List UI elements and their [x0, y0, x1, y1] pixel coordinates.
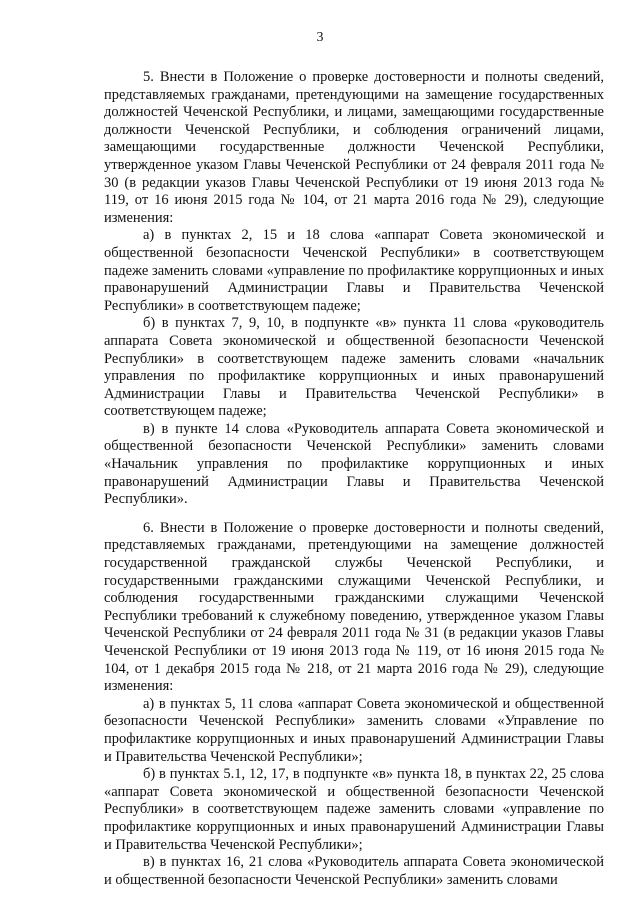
paragraph-5v: в) в пункте 14 слова «Руководитель аппарата Совета экономической и общественной безопасности Чеченской Республики» заменить словами «Начальник управления по профилактике коррупционных и иных правонарушений Администрации Главы и Правительства Чеченской Республики». — [104, 420, 604, 508]
paragraph-6a: а) в пунктах 5, 11 слова «аппарат Совета экономической и общественной безопасности Чеченской Республики» заменить словами «Управление по профилактике коррупционных и иных правонарушений Администрации Главы и Правительства Чеченской Республики»; — [104, 695, 604, 765]
paragraph-5a: а) в пунктах 2, 15 и 18 слова «аппарат Совета экономической и общественной безопасности Чеченской Республики» в соответствующем падеже заменить словами «управление по профилактике коррупционных и иных правонарушений Администрации Главы и Правительства Чеченской Республики» в соответствующем падеже; — [104, 227, 604, 314]
paragraph-6b: б) в пунктах 5.1, 12, 17, в подпункте «в» пункта 18, в пунктах 22, 25 слова «аппарат Совета экономической и общественной безопасности Чеченской Республики» в соответствующем падеже заменить словами «управление по профилактике коррупционных и иных правонарушений Администрации Главы и Правительства Чеченской Республики»; — [104, 766, 604, 853]
paragraph-6-intro: 6. Внести в Положение о проверке достоверности и полноты сведений, представляемых гражданами, претендующими на замещение должностей государственной гражданской службы Чеченской Республики, и государственными гражданскими служащими Чеченской Республики, и соблюдения государственными гражданскими служащими Чеченской Республики требований к служебному поведению, утвержденное указом Главы Чеченской Республики от 24 февраля 2011 года № 31 (в редакции указов Главы Чеченской Республики от 19 июня 2013 года № 119, от 16 июня 2015 года № 104, от 1 декабря 2015 года № 218, от 21 марта 2016 года № 29), следующие изменения: — [104, 519, 604, 695]
paragraph-6v: в) в пунктах 16, 21 слова «Руководитель аппарата Совета экономической и общественной безопасности Чеченской Республики» заменить словами — [104, 854, 604, 888]
paragraph-5b: б) в пунктах 7, 9, 10, в подпункте «в» пункта 11 слова «руководитель аппарата Совета экономической и общественной безопасности Чеченской Республики» в соответствующем падеже заменить словами «начальник управления по профилактике коррупционных и иных правонарушений Администрации Главы и Правительства Чеченской Республики» в соответствующем падеже; — [104, 315, 604, 420]
paragraph-5-intro: 5. Внести в Положение о проверке достоверности и полноты сведений, представляемых гражданами, претендующими на замещение государственных должностей Чеченской Республики, и лицами, замещающими государственные должности Чеченской Республики, и соблюдения ограничений лицами, замещающими государственные должности Чеченской Республики, утвержденное указом Главы Чеченской Республики от 24 февраля 2011 года № 30 (в редакции указов Главы Чеченской Республики от 19 июня 2013 года № 119, от 16 июня 2015 года № 104, от 21 марта 2016 года № 29), следующие изменения: — [104, 69, 604, 226]
document-body — [104, 69, 604, 889]
page-number: 3 — [316, 30, 324, 45]
